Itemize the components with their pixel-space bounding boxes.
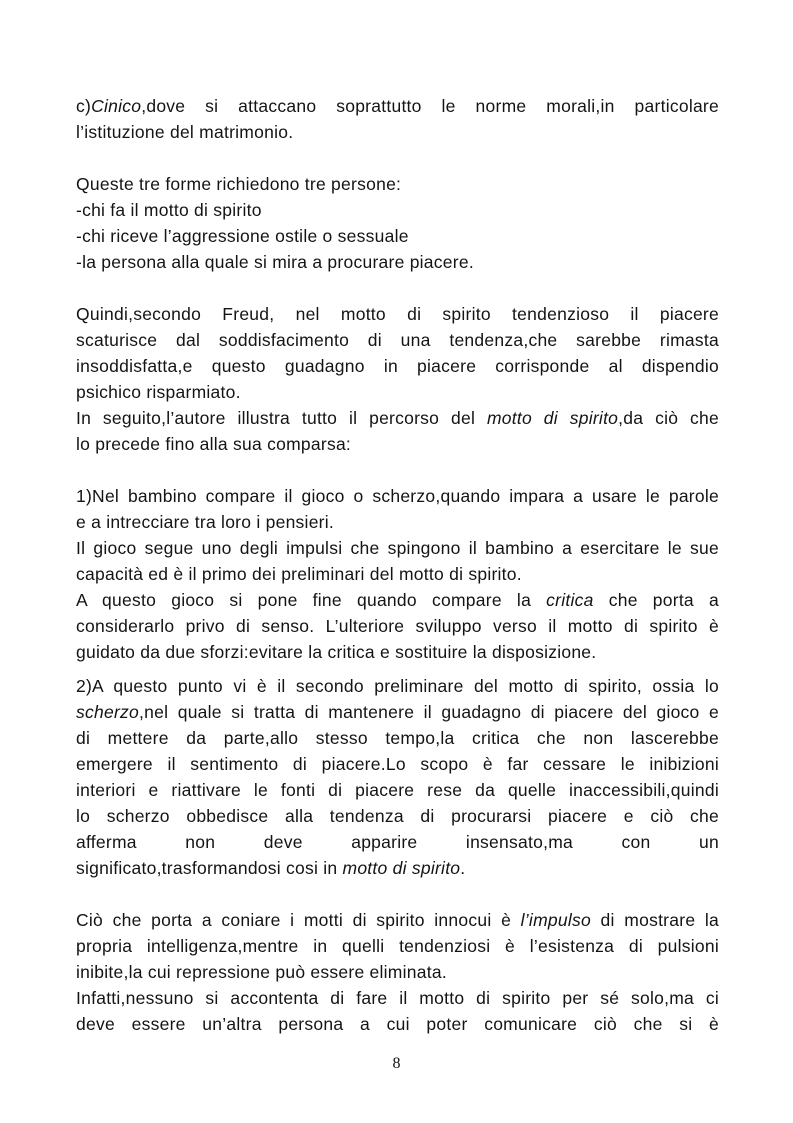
- text-line: scherzo,nel quale si tratta di mantenere il guadagno di piacere del gioco e: [76, 702, 719, 722]
- list-item: -chi fa il motto di spirito: [76, 200, 262, 220]
- text-line: l’istituzione del matrimonio.: [76, 122, 294, 142]
- paragraph-spacer: [76, 457, 719, 483]
- paragraph-spacer: [76, 145, 719, 171]
- text-line: interiori e riattivare le fonti di piacere rese da quelle inaccessibili,quindi: [76, 780, 719, 800]
- text-line: Queste tre forme richiedono tre persone:: [76, 174, 402, 194]
- text-line: Infatti,nessuno si accontenta di fare il motto di spirito per sé solo,ma ci: [76, 988, 719, 1008]
- text-line: capacità ed è il primo dei preliminari del motto di spirito.: [76, 564, 522, 584]
- page-number: 8: [392, 1055, 401, 1072]
- text-line: lo scherzo obbedisce alla tendenza di procurarsi piacere e ciò che: [76, 806, 719, 826]
- text-line: psichico risparmiato.: [76, 382, 241, 402]
- text-line: significato,trasformandosi cosi in motto di spirito.: [76, 858, 466, 878]
- paragraph-cinico: [76, 93, 719, 145]
- text-line: A questo gioco si pone fine quando compare la critica che porta a: [76, 590, 720, 610]
- paragraph-point-1: [76, 483, 719, 665]
- text-line: emergere il sentimento di piacere.Lo scopo è far cessare le inibizioni: [76, 754, 719, 774]
- list-item: -la persona alla quale si mira a procurare piacere.: [76, 252, 474, 272]
- list-item: -chi riceve l’aggressione ostile o sessuale: [76, 226, 409, 246]
- text-line: c)Cinico,dove si attaccano soprattutto le norme morali,in particolare: [76, 96, 719, 116]
- text-line: Il gioco segue uno degli impulsi che spingono il bambino a esercitare le sue: [76, 538, 719, 558]
- text-line: considerarlo privo di senso. L’ulteriore sviluppo verso il motto di spirito è: [76, 616, 719, 636]
- text-line: 2)A questo punto vi è il secondo preliminare del motto di spirito, ossia lo: [76, 676, 719, 696]
- text-line: scaturisce dal soddisfacimento di una tendenza,che sarebbe rimasta: [76, 330, 719, 350]
- text-line: deve essere un’altra persona a cui poter comunicare ciò che si è: [76, 1014, 719, 1034]
- paragraph-spacer: [76, 665, 719, 673]
- text-line: afferma non deve apparire insensato,ma con un: [76, 832, 719, 852]
- paragraph-impulse: [76, 907, 719, 1037]
- paragraph-point-2: [76, 673, 719, 881]
- text-line: 1)Nel bambino compare il gioco o scherzo,quando impara a usare le parole: [76, 486, 719, 506]
- text-line: inibite,la cui repressione può essere eliminata.: [76, 962, 447, 982]
- text-line: Quindi,secondo Freud, nel motto di spirito tendenzioso il piacere: [76, 304, 719, 324]
- page-body: [76, 93, 719, 1037]
- text-line: lo precede fino alla sua comparsa:: [76, 434, 352, 454]
- text-line: propria intelligenza,mentre in quelli tendenziosi è l’esistenza di pulsioni: [76, 936, 719, 956]
- text-line: guidato da due sforzi:evitare la critica e sostituire la disposizione.: [76, 642, 597, 662]
- paragraph-spacer: [76, 275, 719, 301]
- paragraph-spacer: [76, 881, 719, 907]
- paragraph-freud: [76, 301, 719, 457]
- text-line: e a intrecciare tra loro i pensieri.: [76, 512, 334, 532]
- paragraph-three-persons: [76, 171, 719, 275]
- text-line: Ciò che porta a coniare i motti di spirito innocui è l’impulso di mostrare la: [76, 910, 720, 930]
- text-line: insoddisfatta,e questo guadagno in piacere corrisponde al dispendio: [76, 356, 719, 376]
- text-line: di mettere da parte,allo stesso tempo,la critica che non lascerebbe: [76, 728, 719, 748]
- text-line: In seguito,l’autore illustra tutto il percorso del motto di spirito,da ciò che: [76, 408, 719, 428]
